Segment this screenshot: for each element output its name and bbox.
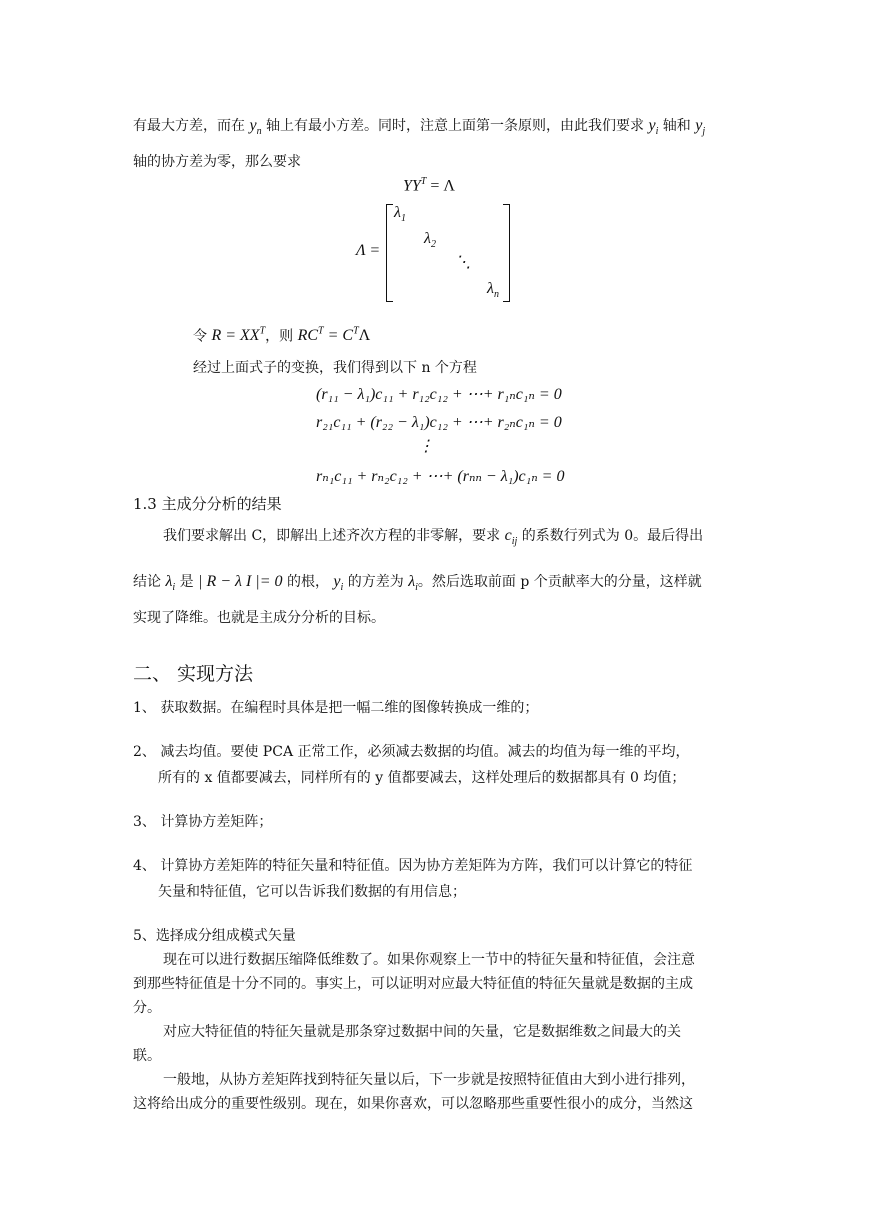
para4-line1: 对应大特征值的特征矢量就是那条穿过数据中间的矢量，它是数据维数之间最大的关	[163, 1024, 681, 1040]
para3-line3: 分。	[133, 1000, 161, 1016]
para1-line1	[133, 116, 705, 142]
text-run: 轴上有最小方差。同时，注意上面第一条原则，由此我们要求	[261, 118, 649, 134]
para1-line2: 轴的协方差为零，那么要求	[133, 154, 301, 170]
equation-row-n: rₙ₁c₁₁ + rₙ₂c₁₂ + ⋯+ (rₙₙ − λ₁)c₁ₙ = 0	[316, 468, 565, 485]
equation-yyt: $YY^T = \Lambda$	[403, 176, 455, 195]
matrix-entry-lambda2: $\lambda_2$	[424, 230, 436, 251]
let-line: 令 $R = XX^T$，则 $RC^T = C^T\Lambda$	[193, 326, 371, 345]
matrix-diagonal-dots: ⋱	[455, 254, 471, 271]
para3-line1: 现在可以进行数据压缩降低维数了。如果你观察上一节中的特征矢量和特征值，会注意	[163, 952, 695, 968]
section-heading-1-3: 1.3 主成分分析的结果	[133, 495, 282, 513]
section-heading-2: 二、 实现方法	[133, 663, 254, 685]
math-y-n: $y_n$	[249, 117, 262, 138]
lambda-lhs: Λ =	[356, 242, 381, 259]
math-y-i: $y_i$	[648, 117, 659, 138]
text-run: 有最大方差，而在	[133, 118, 250, 134]
step-1: 1、 获取数据。在编程时具体是把一幅二维的图像转换成一维的；	[133, 700, 539, 716]
para2-line3: 实现了降维。也就是主成分分析的目标。	[133, 610, 385, 626]
equation-row-1: (r₁₁ − λ₁)c₁₁ + r₁₂c₁₂ + ⋯+ r₁ₙc₁ₙ = 0	[316, 386, 562, 403]
para2-line1: 我们要求解出 C，即解出上述齐次方程的非零解，要求 $c_{ij}$ 的系数行列式为 0。最后得出	[163, 527, 704, 548]
equation-row-2: r₂₁c₁₁ + (r₂₂ − λ₁)c₁₂ + ⋯+ r₂ₙc₁ₙ = 0	[316, 414, 562, 431]
step-2-line1: 2、 减去均值。要使 PCA 正常工作，必须减去数据的均值。减去的均值为每一维的平均，	[133, 744, 690, 760]
step-5: 5、选择成分组成模式矢量	[133, 928, 296, 944]
matrix-entry-lambdan: $\lambda_n$	[487, 280, 499, 301]
step-2-line2: 所有的 x 值都要减去，同样所有的 y 值都要减去，这样处理后的数据都具有 0 均值；	[158, 770, 686, 786]
matrix-entry-lambda1: $\lambda_1$	[394, 204, 406, 225]
para2-line2: 结论 $\lambda_i$ 是 | R − λ I |= 0 的根， $y_i$ 的方差为 $\lambda_i$。然后选取前面 p 个贡献率大的分量，这样就	[133, 573, 702, 594]
matrix-right-bracket	[503, 204, 510, 302]
equation-vdots: ⋮	[418, 438, 434, 455]
para4-line2: 联。	[133, 1048, 161, 1064]
para5-line2: 这将给出成分的重要性级别。现在，如果你喜欢，可以忽略那些重要性很小的成分，当然这	[133, 1096, 693, 1112]
para5-line1: 一般地，从协方差矩阵找到特征矢量以后，下一步就是按照特征值由大到小进行排列，	[163, 1072, 695, 1088]
step-4-line1: 4、 计算协方差矩阵的特征矢量和特征值。因为协方差矩阵为方阵，我们可以计算它的特征	[133, 858, 693, 874]
step-4-line2: 矢量和特征值，它可以告诉我们数据的有用信息；	[158, 884, 466, 900]
transform-line: 经过上面式子的变换，我们得到以下 n 个方程	[193, 360, 477, 376]
para3-line2: 到那些特征值是十分不同的。事实上，可以证明对应最大特征值的特征矢量就是数据的主成	[133, 976, 693, 992]
math-y-j: $y_j$	[695, 117, 706, 138]
step-3: 3、 计算协方差矩阵；	[133, 814, 273, 830]
text-run: 轴和	[658, 118, 696, 134]
matrix-left-bracket	[386, 204, 393, 302]
